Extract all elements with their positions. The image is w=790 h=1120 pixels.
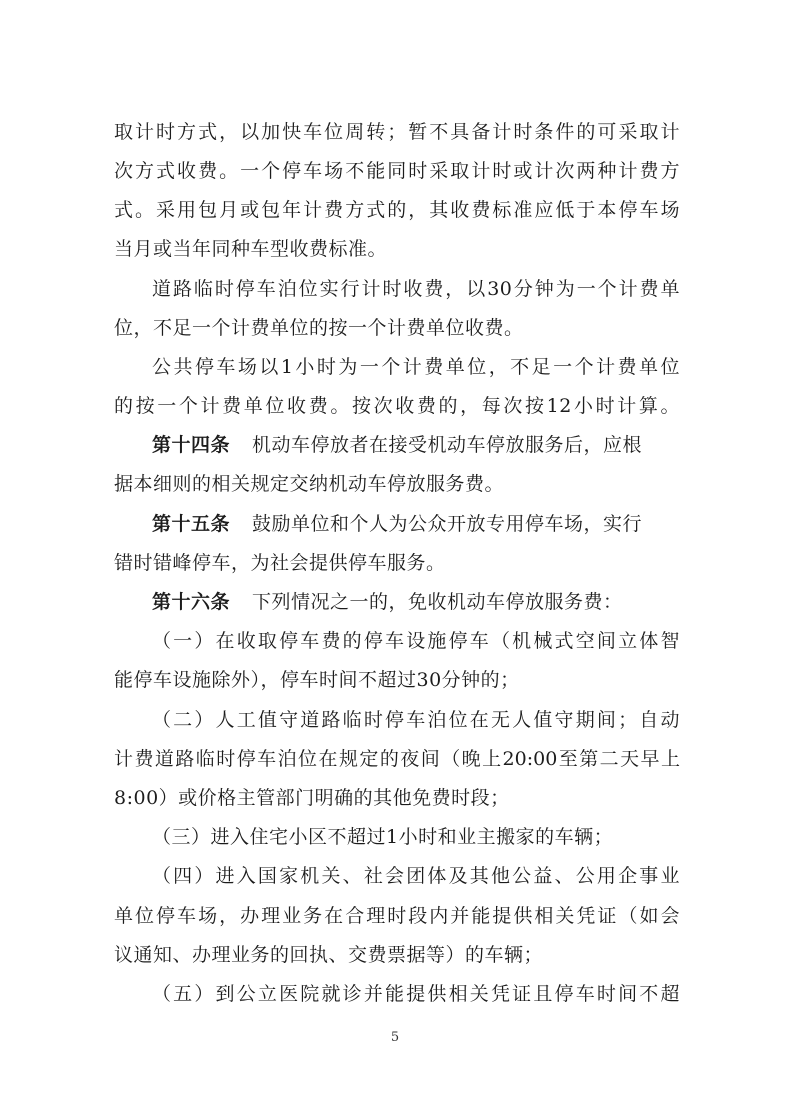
text-line: 当月或当年同种车型收费标准。 [114,238,388,260]
article-14-line [152,425,680,465]
text-line: 取计时方式，以加快车位周转；暂不具备计时条件的可采取计 [114,121,680,143]
text-line: （二）人工值守道路临时停车泊位在无人值守期间；自动 [152,709,680,731]
page-number: 5 [390,1030,400,1045]
text-line: 位，不足一个计费单位的按一个计费单位收费。 [114,317,524,339]
article-15-line [152,504,680,544]
text-line: 据本细则的相关规定交纳机动车停放服务费。 [114,473,505,495]
text-line: 8:00）或价格主管部门明确的其他免费时段； [114,787,510,809]
text-line: 次方式收费。一个停车场不能同时采取计时或计次两种计费方 [114,160,680,182]
article-16-line [152,582,680,622]
text-line: 计费道路临时停车泊位在规定的夜间（晚上20:00至第二天早上 [114,748,680,770]
text-line: 道路临时停车泊位实行计时收费，以30分钟为一个计费单 [152,278,680,300]
article-heading: 第十五条 [152,513,231,535]
article-heading: 第十四条 [152,434,231,456]
text-line: （一）在收取停车费的停车设施停车（机械式空间立体智 [152,630,680,652]
text-line: 公共停车场以1小时为一个计费单位，不足一个计费单位 [152,356,680,378]
text-line: （四）进入国家机关、社会团体及其他公益、公用企事业 [152,865,680,887]
article-heading: 第十六条 [152,591,231,613]
text-line: 的按一个计费单位收费。按次收费的，每次按12小时计算。 [114,395,680,417]
text-line: 错时错峰停车，为社会提供停车服务。 [114,552,446,574]
text-line: 鼓励单位和个人为公众开放专用停车场，实行 [252,513,643,535]
text-line: （五）到公立医院就诊并能提供相关凭证且停车时间不超 [152,983,680,1005]
text-line: 单位停车场，办理业务在合理时段内并能提供相关凭证（如会 [114,905,680,927]
text-line: 议通知、办理业务的回执、交费票据等）的车辆； [114,944,544,966]
text-line: （三）进入住宅小区不超过1小时和业主搬家的车辆； [152,826,614,848]
text-line: 能停车设施除外），停车时间不超过30分钟的； [114,669,520,691]
text-line: 下列情况之一的，免收机动车停放服务费： [252,591,623,613]
text-line: 机动车停放者在接受机动车停放服务后，应根 [252,434,643,456]
text-line: 式。采用包月或包年计费方式的，其收费标准应低于本停车场 [114,199,680,221]
